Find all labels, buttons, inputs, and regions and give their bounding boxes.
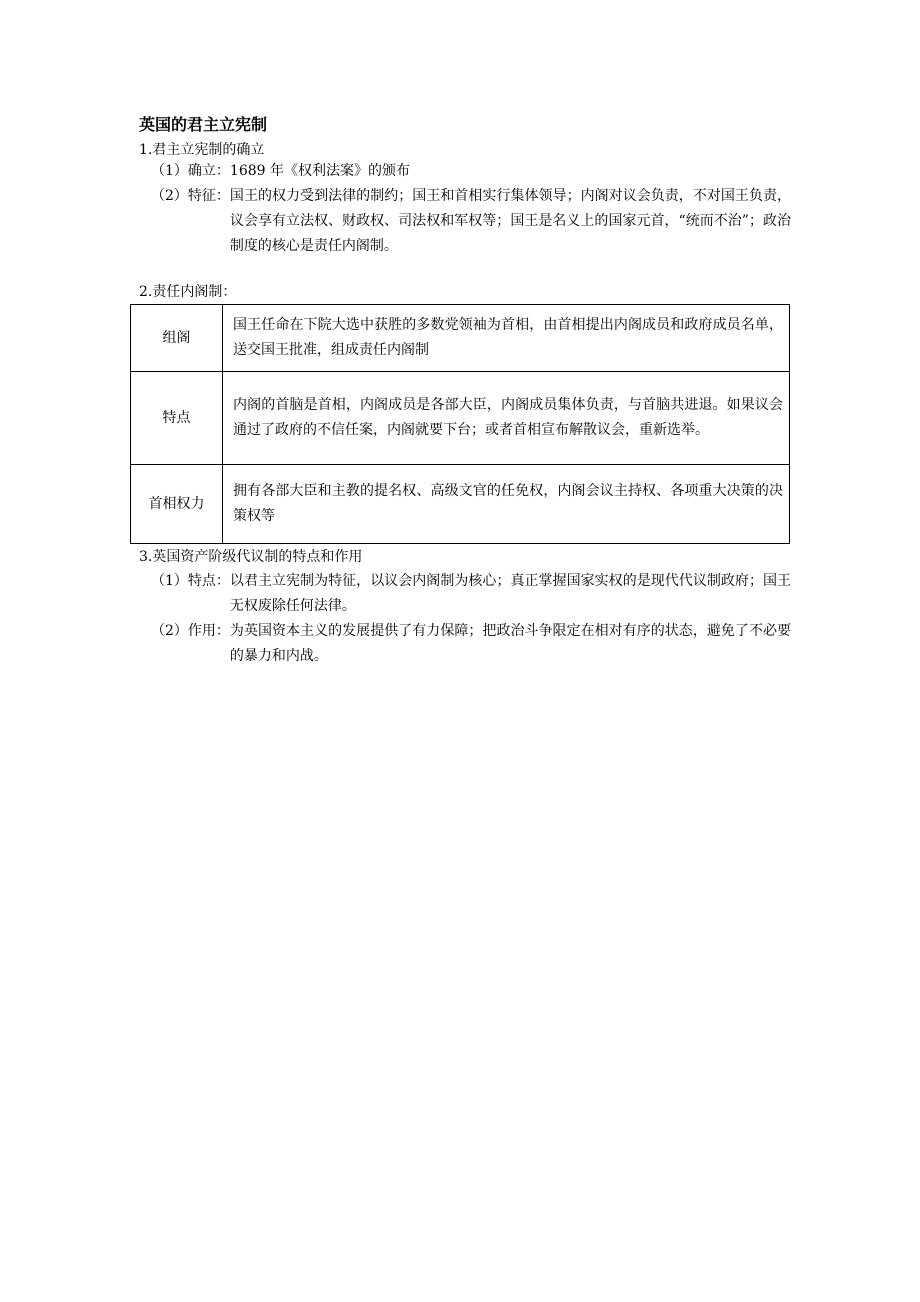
row-label-cell: 首相权力: [131, 465, 223, 544]
cabinet-system-table: [130, 304, 790, 544]
row-value-cell: 国王任命在下院大选中获胜的多数党领袖为首相，由首相提出内阁成员和政府成员名单，送交国王批准，组成责任内阁制: [223, 305, 790, 372]
section3-heading: 3.英国资产阶级代议制的特点和作用: [139, 549, 363, 565]
item-label: 特点：: [187, 573, 230, 589]
table-row: [131, 305, 790, 372]
section3-item-role: [151, 619, 791, 669]
item-text: 以君主立宪制为特征，以议会内阁制为核心；真正掌握国家实权的是现代代议制政府；国王无权废除任何法律。: [229, 573, 791, 614]
section1-item-establishment: [151, 159, 791, 184]
item-number: （1）: [151, 573, 188, 589]
table-row: [131, 372, 790, 465]
section1-heading: 1.君主立宪制的确立: [139, 142, 265, 158]
item-text: 为英国资本主义的发展提供了有力保障；把政治斗争限定在相对有序的状态，避免了不必要的暴力和内战。: [229, 623, 791, 664]
row-value-cell: 拥有各部大臣和主教的提名权、高级文官的任免权，内阁会议主持权、各项重大决策的决策权等: [223, 465, 790, 544]
row-value-cell: 内阁的首脑是首相，内阁成员是各部大臣，内阁成员集体负责，与首脑共进退。如果议会通过了政府的不信任案，内阁就要下台；或者首相宣布解散议会，重新选举。: [223, 372, 790, 465]
item-label: 作用：: [187, 623, 230, 639]
item-label: 确立：: [187, 163, 230, 179]
section2-heading: 2.责任内阁制：: [139, 284, 237, 300]
row-label-cell: 特点: [131, 372, 223, 465]
document-title: 英国的君主立宪制: [139, 115, 268, 134]
item-text: 1689 年《权利法案》的颁布: [229, 163, 411, 179]
section3-item-features: [151, 569, 791, 619]
row-label-cell: 组阁: [131, 305, 223, 372]
table-row: [131, 465, 790, 544]
item-number: （2）: [151, 188, 188, 204]
item-number: （1）: [151, 163, 188, 179]
item-text: 国王的权力受到法律的制约；国王和首相实行集体领导；内阁对议会负责，不对国王负责，议会享有立法权、财政权、司法权和军权等；国王是名义上的国家元首，“统而不治”；政治制度的核心是责任内阁制。: [229, 188, 791, 254]
section1-item-features: [151, 184, 791, 259]
item-number: （2）: [151, 623, 188, 639]
item-label: 特征：: [187, 188, 230, 204]
